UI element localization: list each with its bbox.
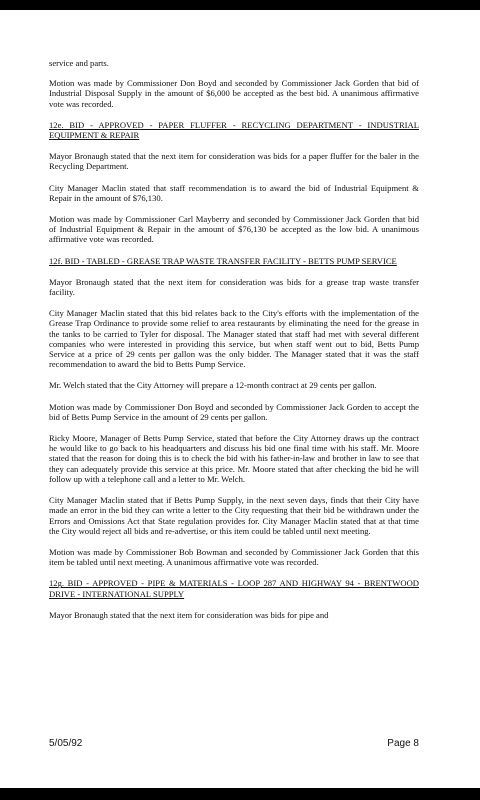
section-heading-12e: 12e. BID - APPROVED - PAPER FLUFFER - RECYCLING DEPARTMENT - INDUSTRIAL EQUIPMENT & REPAIR xyxy=(49,119,419,141)
minutes-body xyxy=(49,58,419,631)
motion-paragraph: Motion was made by Commissioner Carl Mayberry and seconded by Commissioner Jack Gorden that bid of Industrial Equipment & Repair in the amount of $76,130 be accepted as the low bid. A unanimous affirmative vote was recorded. xyxy=(49,214,419,245)
body-paragraph: Mr. Welch stated that the City Attorney will prepare a 12-month contract at 29 cents per gallon. xyxy=(49,380,377,391)
body-paragraph: Mayor Bronaugh stated that the next item for consideration was bids for a grease trap waste transfer facility. xyxy=(49,276,419,298)
page-number: Page 8 xyxy=(387,738,419,749)
section-heading-12f: 12f. BID - TABLED - GREASE TRAP WASTE TRANSFER FACILITY - BETTS PUMP SERVICE xyxy=(49,255,397,266)
body-paragraph: Ricky Moore, Manager of Betts Pump Service, stated that before the City Attorney draws up the contract he would like to go back to his headquarters and discuss his bid one final time with his staff. Mr. Moore stated that the reason for doing this is to check the bid with his father-in-law and brother in law to see that they can adequately provide this service at this price. Mr. Moore stated that after checking the bid he will follow up with a telephone call and a letter to Mr. Welch. xyxy=(49,433,419,484)
body-paragraph: City Manager Maclin stated that this bid relates back to the City's efforts with the implementation of the Grease Trap Ordinance to provide some relief to area restaurants by eliminating the need for the grease in the tanks to be carried to Tyler for disposal. The Manager stated that staff had met with several different companies who were interested in providing this service, but when staff went out to bid, Betts Pump Service at a price of 29 cents per gallon was the only bidder. The Manager stated that it was the staff recommendation to award the bid to Betts Pump Service. xyxy=(49,308,419,370)
motion-paragraph: Motion was made by Commissioner Don Boyd and seconded by Commissioner Jack Gorden that bid of Industrial Disposal Supply in the amount of $6,000 be accepted as the best bid. A unanimous affirmative vote was recorded. xyxy=(49,78,419,109)
body-paragraph: City Manager Maclin stated that staff recommendation is to award the bid of Industrial Equipment & Repair in the amount of $76,130. xyxy=(49,182,419,203)
body-paragraph: City Manager Maclin stated that if Betts Pump Supply, in the next seven days, finds that their City have made an error in the bid they can write a letter to the City requesting that their bid be withdrawn under the Errors and Omissions Act that State regulation provides for. City Manager Maclin stated that at that time the City would reject all bids and re-advertise, or this item could be tabled until next meeting. xyxy=(49,495,419,536)
motion-paragraph: Motion was made by Commissioner Bob Bowman and seconded by Commissioner Jack Gorden that this item be tabled until next meeting. A unanimous affirmative vote was recorded. xyxy=(49,546,419,568)
text-fragment: service and parts. xyxy=(49,58,109,68)
body-paragraph: Mayor Bronaugh stated that the next item for consideration was bids for pipe and xyxy=(49,609,329,620)
footer-date: 5/05/92 xyxy=(49,738,83,749)
body-paragraph: Mayor Bronaugh stated that the next item for consideration was bids for a paper fluffer for the baler in the Recycling Department. xyxy=(49,151,419,172)
document-page xyxy=(0,10,480,788)
section-heading-12g: 12g. BID - APPROVED - PIPE & MATERIALS - LOOP 287 AND HIGHWAY 94 - BRENTWOOD DRIVE - INTERNATIONAL SUPPLY xyxy=(49,578,419,599)
motion-paragraph: Motion was made by Commissioner Don Boyd and seconded by Commissioner Jack Gorden to accept the bid of Betts Pump Service in the amount of 29 cents per gallon. xyxy=(49,401,419,422)
